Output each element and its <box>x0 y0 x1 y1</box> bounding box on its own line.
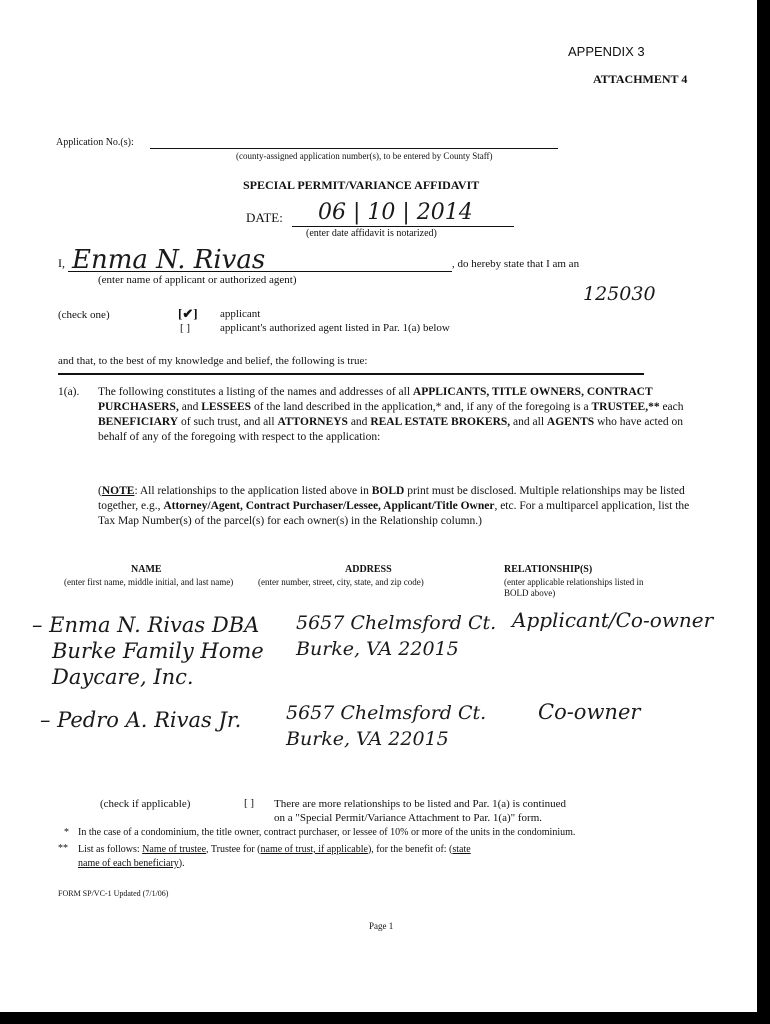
attachment-label: ATTACHMENT 4 <box>593 72 688 86</box>
declarant-name: Enma N. Rivas <box>72 245 266 275</box>
declarant-caption: (enter name of applicant or authorized agent) <box>98 274 297 286</box>
footnote-2-mark: ** <box>58 843 68 854</box>
name-column-header: NAME <box>131 564 162 575</box>
footnote-1-text: In the case of a condominium, the title owner, contract purchaser, or lessee of 10% or more of the units in the condominium. <box>78 827 576 838</box>
check-one-label: (check one) <box>58 309 110 321</box>
para-1a-text: The following constitutes a listing of the names and addresses of all APPLICANTS, TITLE OWNERS, CONTRACT PURCHASERS, and LESSEES of the land described in the application,* and, if any of the foregoing is a TRUSTEE,** each BENEFICIARY of such trust, and all ATTORNEYS and REAL ESTATE BROKERS, and all AGENTS who have acted on behalf of any of the foregoing with respect to the application: <box>98 386 684 443</box>
handwritten-number: 125030 <box>583 283 656 305</box>
date-label: DATE: <box>246 210 283 225</box>
entry-1-relationship: Applicant/Co-owner <box>512 608 714 632</box>
date-caption: (enter date affidavit is notarized) <box>306 228 437 239</box>
date-value: 06 | 10 | 2014 <box>318 200 473 225</box>
continuation-checkbox[interactable]: [ ] <box>244 797 255 809</box>
declarant-line[interactable] <box>68 271 452 272</box>
form-id: FORM SP/VC-1 Updated (7/1/06) <box>58 889 169 898</box>
para-1a-number: 1(a). <box>58 386 80 398</box>
appendix-label: APPENDIX 3 <box>568 44 645 59</box>
entry-2-name: – Pedro A. Rivas Jr. <box>40 708 242 732</box>
application-no-label: Application No.(s): <box>56 137 134 148</box>
footnote-1-mark: * <box>64 827 69 838</box>
section-divider <box>58 373 644 375</box>
declarant-prefix: I, <box>58 256 65 270</box>
truth-statement: and that, to the best of my knowledge and belief, the following is true: <box>58 355 368 367</box>
continuation-label: (check if applicable) <box>100 798 191 810</box>
relationship-column-header: RELATIONSHIP(S) <box>504 564 593 575</box>
declarant-suffix: , do hereby state that I am an <box>452 258 580 270</box>
entry-2-relationship: Co-owner <box>538 700 641 724</box>
application-no-line[interactable] <box>150 148 558 149</box>
applicant-option-label: applicant <box>220 308 261 320</box>
address-column-header: ADDRESS <box>345 564 392 575</box>
agent-checkbox[interactable]: [ ] <box>180 322 191 334</box>
entry-1-address: 5657 Chelmsford Ct. Burke, VA 22015 <box>296 612 497 660</box>
applicant-checkbox[interactable]: [✔] <box>178 306 198 321</box>
entry-2-address: 5657 Chelmsford Ct. Burke, VA 22015 <box>286 702 487 750</box>
page-number: Page 1 <box>369 921 394 931</box>
address-column-caption: (enter number, street, city, state, and zip code) <box>258 577 424 587</box>
scan-border-right <box>757 0 770 1024</box>
page-title: SPECIAL PERMIT/VARIANCE AFFIDAVIT <box>243 178 480 192</box>
name-column-caption: (enter first name, middle initial, and last name) <box>64 577 234 587</box>
application-no-caption: (county-assigned application number(s), to be entered by County Staff) <box>236 151 493 161</box>
footnote-2-text: List as follows: Name of trustee, Trustee for (name of trust, if applicable), for the benefit of: (state name of each beneficiary). <box>78 844 471 869</box>
agent-option-label: applicant's authorized agent listed in Par. 1(a) below <box>220 322 450 334</box>
date-line[interactable] <box>292 226 514 227</box>
relationship-column-caption: (enter applicable relationships listed in BOLD above) <box>504 577 644 598</box>
note-text: (NOTE: All relationships to the application listed above in BOLD print must be disclosed. Multiple relationships may be listed together, e.g., Attorney/Agent, Contract Purchaser/Lessee, Applicant/Title Owner, etc. For a multiparcel application, list the Tax Map Number(s) of the parcel(s) for each owner(s) in the Relationship column.) <box>98 485 690 527</box>
entry-1-name: – Enma N. Rivas DBA Burke Family Home Daycare, Inc. <box>32 613 264 689</box>
continuation-text: There are more relationships to be listed and Par. 1(a) is continued on a "Special Permit/Variance Attachment to Par. 1(a)" form. <box>274 798 567 824</box>
scan-border-bottom <box>0 1012 770 1024</box>
